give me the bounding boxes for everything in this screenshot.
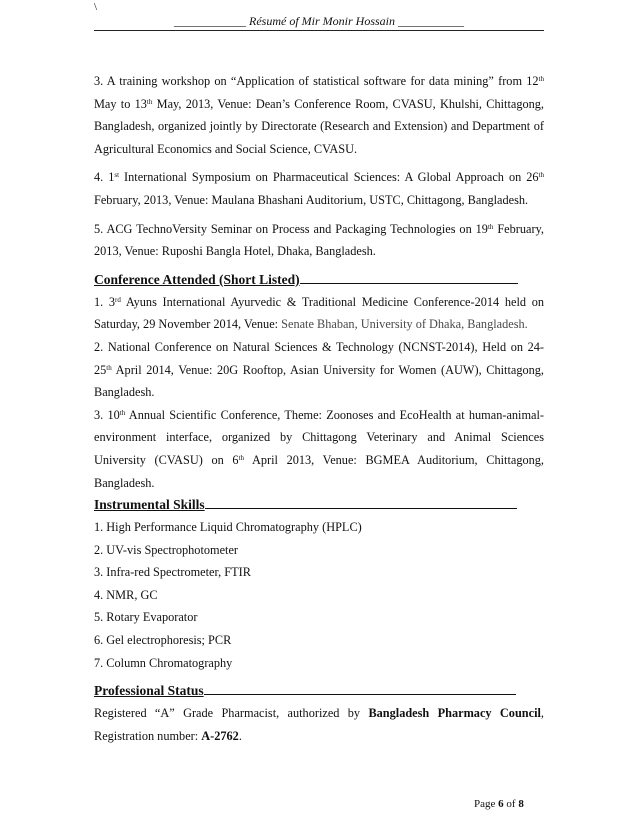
list-item: 3. Infra-red Spectrometer, FTIR xyxy=(94,565,251,580)
training-item-5: 5. ACG TechnoVersity Seminar on Process and Packaging Technologies on 19th February, 2013, Venue: Ruposhi Bangla Hotel, Dhaka, Bangladesh. xyxy=(94,221,544,259)
corner-mark: \ xyxy=(94,1,98,13)
instrumental-heading: Instrumental Skills xyxy=(94,494,544,516)
list-item: 6. Gel electrophoresis; PCR xyxy=(94,633,232,648)
training-item-4: 4. 1st International Symposium on Pharmaceutical Sciences: A Global Approach on 26th February, 2013, Venue: Maulana Bhashani Auditorium, USTC, Chittagong, Bangladesh. xyxy=(94,170,544,207)
page-footer: Page 6 of 8 xyxy=(474,798,524,810)
professional-heading: Professional Status xyxy=(94,680,544,702)
instrumental-list xyxy=(94,516,544,674)
header-rule xyxy=(94,30,544,31)
page-content xyxy=(94,70,544,747)
conference-item-3: 3. 10th Annual Scientific Conference, Theme: Zoonoses and EcoHealth at human-animal-environment interface, organized by Chittagong Veterinary and Animal Sciences University (CVASU) on 6th April 2013, Venue: BGMEA Auditorium, Chittagong, Bangladesh. xyxy=(94,407,545,490)
page-header: ____________ Résumé of Mir Monir Hossain ___________ xyxy=(174,14,464,28)
list-item: 2. UV-vis Spectrophotometer xyxy=(94,542,239,557)
conference-item-2: 2. National Conference on Natural Sciences & Technology (NCNST-2014), Held on 24-25th April 2014, Venue: 20G Rooftop, Asian University for Women (AUW), Chittagong, Bangladesh. xyxy=(94,339,544,400)
conference-item-1: 1. 3rd Ayuns International Ayurvedic & Traditional Medicine Conference-2014 held on Saturday, 29 November 2014, Venue: Senate Bhaban, University of Dhaka, Bangladesh. xyxy=(94,294,544,332)
list-item: 7. Column Chromatography xyxy=(94,655,233,670)
professional-status: Registered “A” Grade Pharmacist, authorized by Bangladesh Pharmacy Council, Registration number: A-2762. xyxy=(94,706,544,743)
conference-heading: Conference Attended (Short Listed) xyxy=(94,269,544,291)
list-item: 5. Rotary Evaporator xyxy=(94,610,198,625)
list-item: 4. NMR, GC xyxy=(94,587,158,602)
list-item: 1. High Performance Liquid Chromatography (HPLC) xyxy=(94,520,362,535)
training-item-3: 3. A training workshop on “Application of statistical software for data mining” from 12th May to 13th May, 2013, Venue: Dean’s Conference Room, CVASU, Khulshi, Chittagong, Bangladesh, organized jointly by Directorate (Research and Extension) and Department of Agricultural Economics and Social Science, CVASU. xyxy=(94,74,544,156)
